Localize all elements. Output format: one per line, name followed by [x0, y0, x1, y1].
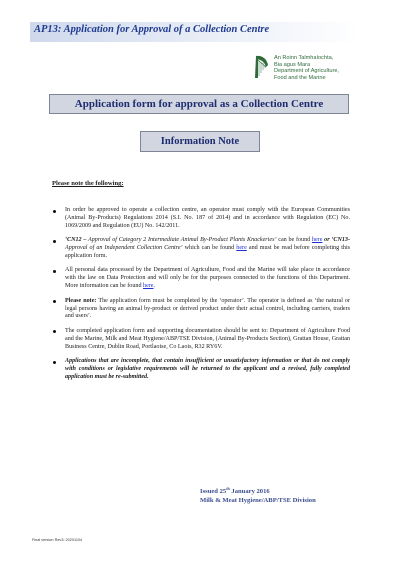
- please-note-label: Please note:: [65, 297, 97, 304]
- information-note-title: Information Note: [160, 136, 240, 147]
- please-note-heading: Please note the following:: [52, 180, 124, 187]
- bullet-icon: [53, 240, 56, 243]
- cn13-link[interactable]: here: [236, 245, 247, 252]
- form-title: Application form for approval as a Collection Centre: [74, 98, 324, 110]
- bullet-text: which can be found: [182, 245, 237, 252]
- logo-line: Food and the Marine: [274, 75, 326, 82]
- issued-prefix: Issued 25: [200, 488, 227, 495]
- logo-line: Department of Agriculture,: [274, 68, 339, 75]
- form-title-box: [49, 94, 349, 114]
- data-protection-link[interactable]: here: [143, 283, 154, 290]
- issued-block: [200, 487, 316, 505]
- bullet-text: and must be read before completing this application form.: [65, 245, 351, 260]
- bullet-text: can be found: [276, 237, 312, 244]
- logo-line: An Roinn Talmhaíochta,: [274, 55, 334, 61]
- bullet-text: Applications that are incomplete, that contain insufficient or unsatisfactory information or that do not comply with conditions or legislative requirements will be returned to the applicant and a revised, fully completed application must be re-submitted.: [65, 358, 350, 380]
- list-item: [50, 298, 350, 322]
- information-bullet-list: [50, 207, 350, 388]
- header-title: AP13: Application for Approval of a Collection Centre: [34, 24, 270, 35]
- issued-suffix: January 2016: [229, 488, 270, 495]
- bullet-text: .: [153, 283, 156, 290]
- department-logo-text: [274, 55, 339, 82]
- logo-line: Bia agus Mara: [274, 61, 311, 68]
- bullet-text: In order be approved to operate a collection centre, an operator must comply with the European Communities (Animal By-Products) Regulations 2014 (S.I. No. 187 of 2014) and in accordance with Regulation (EC) No. 1069/2009 and Regulation (EU) No. 142/2011.: [65, 207, 350, 229]
- list-item: [50, 207, 350, 231]
- issued-sup: th: [226, 485, 230, 491]
- issued-division: Milk & Meat Hygiene/ABP/TSE Division: [200, 497, 316, 504]
- bullet-text: The completed application form and supporting documentation should be sent to: Department of Agriculture Food and the Marine, Milk and Meat Hygiene/ABP/TSE Division, (Animal By-Products Section), Grattan House, Grattan Business Centre, Dublin Road, Portlaoise, Co Laois, R32 RY6V.: [65, 327, 350, 350]
- cn13-label: ‘CN13-: [331, 237, 350, 244]
- harp-icon: [252, 54, 270, 80]
- bullet-text: All personal data processed by the Department of Agriculture, Food and the Marine will take place in accordance with the law on Data Protection and will only be for the purposes connected to the functions of this Department. More information can be found: [65, 267, 350, 290]
- information-note-box: [140, 131, 260, 152]
- bullet-icon: [53, 210, 56, 213]
- cn13-title: Approval of an Independent Collection Centre’: [65, 245, 183, 252]
- bullet-icon: [53, 270, 56, 273]
- footer-version: Final version Rev3: 20201104: [32, 538, 83, 542]
- list-item: [50, 237, 350, 261]
- cn12-title: Approval of Category 2 Intermediate Animal By-Product Plants Knackeries’: [86, 237, 277, 244]
- or-text: or: [322, 237, 332, 244]
- bullet-icon: [53, 300, 56, 303]
- issued-date: [200, 487, 316, 496]
- cn12-link[interactable]: here: [311, 237, 323, 244]
- bullet-text: The application form must be completed by the ‘operator’. The operator is defined as ‘the natural or legal persons having an animal by-product or derived product under their actual control, including carriers, traders and users’.: [65, 297, 350, 320]
- bullet-icon: [53, 330, 56, 333]
- bullet-icon: [53, 361, 56, 364]
- list-item: [50, 328, 350, 352]
- cn12-label: ‘CN12 –: [65, 237, 87, 244]
- list-item: [50, 358, 350, 382]
- list-item: [50, 267, 350, 291]
